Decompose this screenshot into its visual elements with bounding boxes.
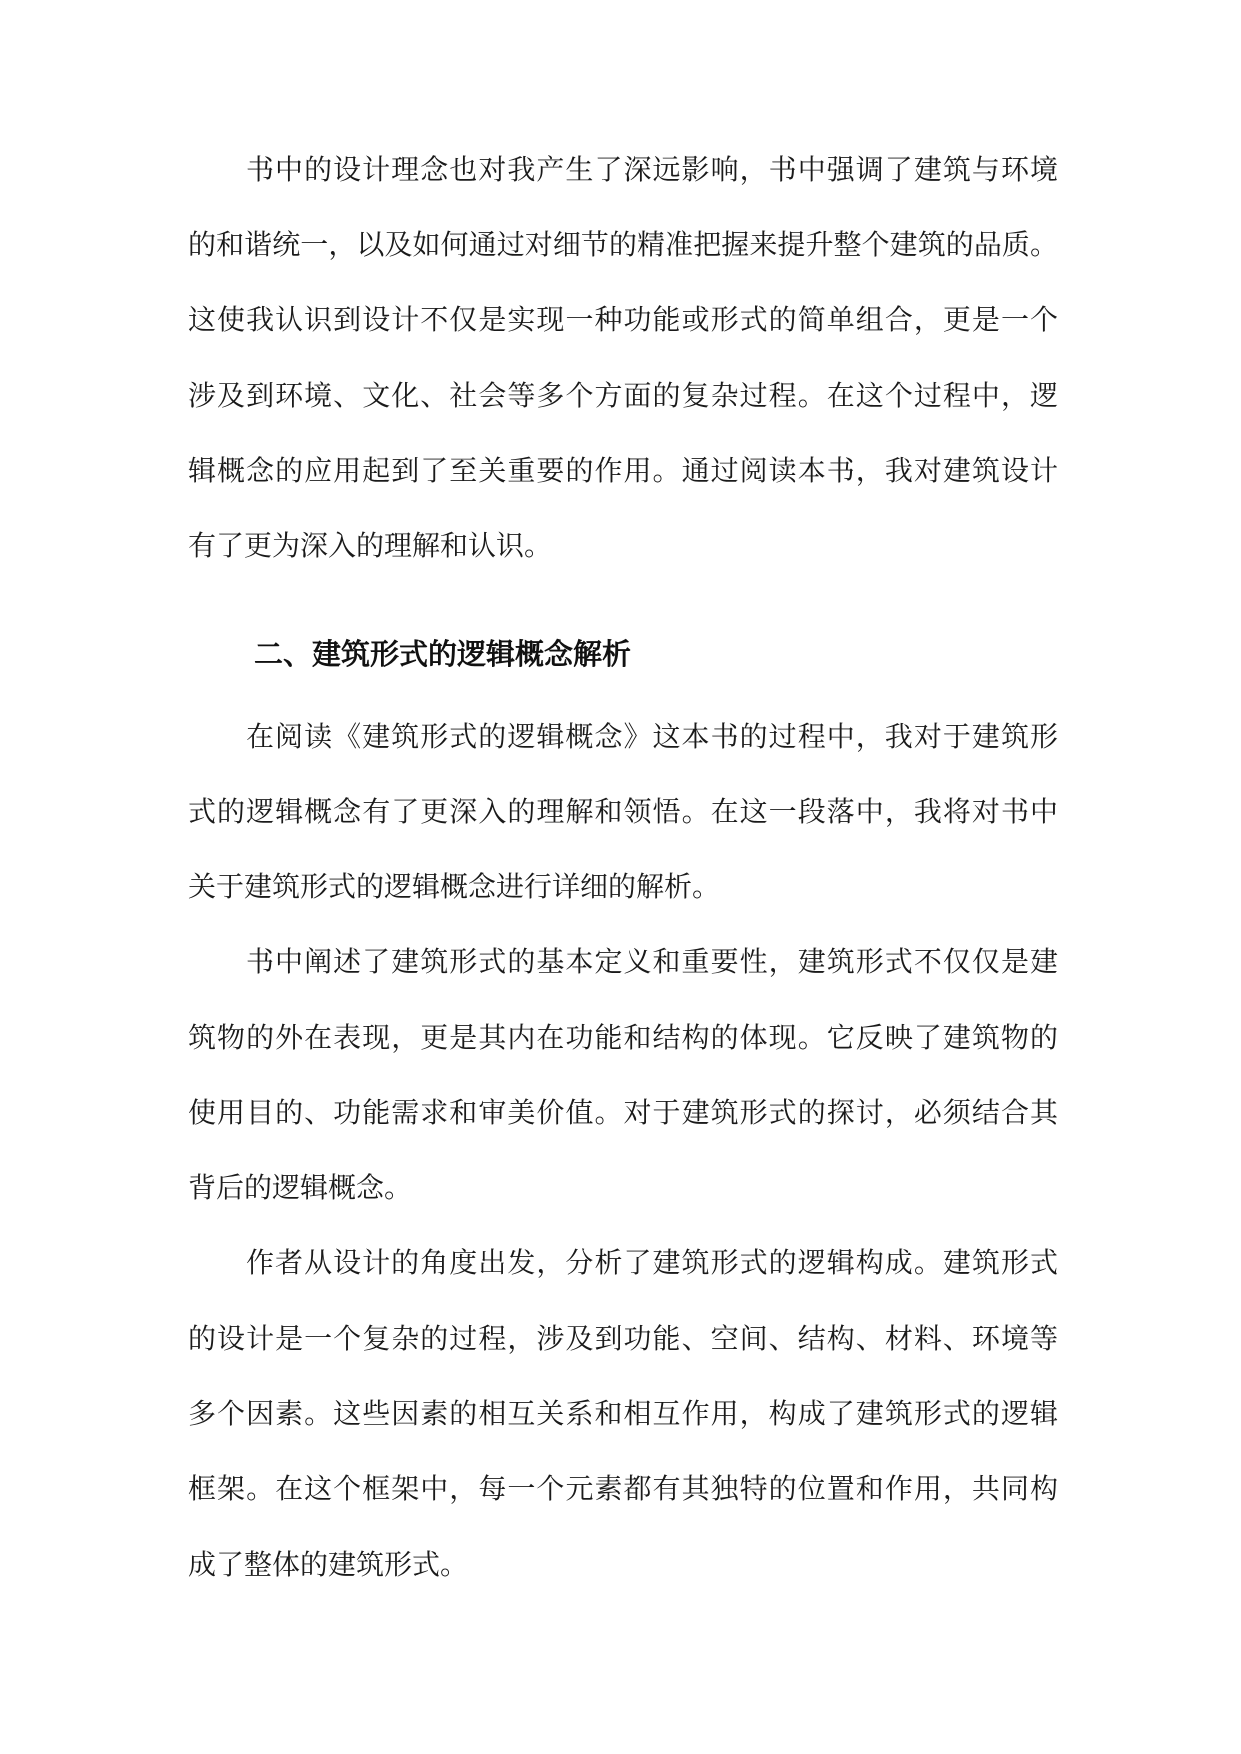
paragraph-1-line-1: 书中的设计理念也对我产生了深远影响，书中强调了建筑与环境 [246,153,1058,186]
paragraph-3-line-3: 使用目的、功能需求和审美价值。对于建筑形式的探讨，必须结合其 [188,1096,1058,1129]
paragraph-3-line-4: 背后的逻辑概念。 [188,1171,413,1204]
paragraph-4-line-1: 作者从设计的角度出发，分析了建筑形式的逻辑构成。建筑形式 [246,1246,1058,1279]
section-heading: 二、建筑形式的逻辑概念解析 [254,637,632,671]
paragraph-4-line-5: 成了整体的建筑形式。 [188,1548,469,1581]
paragraph-2-line-3: 关于建筑形式的逻辑概念进行详细的解析。 [188,870,721,903]
paragraph-2-line-2: 式的逻辑概念有了更深入的理解和领悟。在这一段落中，我将对书中 [188,795,1058,828]
paragraph-1-line-2: 的和谐统一，以及如何通过对细节的精准把握来提升整个建筑的品质。 [188,228,1058,261]
paragraph-1-line-5: 辑概念的应用起到了至关重要的作用。通过阅读本书，我对建筑设计 [188,454,1058,487]
paragraph-4-line-2: 的设计是一个复杂的过程，涉及到功能、空间、结构、材料、环境等 [188,1322,1058,1355]
paragraph-3-line-2: 筑物的外在表现，更是其内在功能和结构的体现。它反映了建筑物的 [188,1021,1058,1054]
paragraph-4-line-4: 框架。在这个框架中，每一个元素都有其独特的位置和作用，共同构 [188,1472,1058,1505]
paragraph-3-line-1: 书中阐述了建筑形式的基本定义和重要性，建筑形式不仅仅是建 [246,945,1058,978]
paragraph-2-line-1: 在阅读《建筑形式的逻辑概念》这本书的过程中，我对于建筑形 [246,720,1058,753]
paragraph-1-line-3: 这使我认识到设计不仅是实现一种功能或形式的简单组合，更是一个 [188,303,1058,336]
paragraph-1-line-6: 有了更为深入的理解和认识。 [188,529,553,562]
paragraph-1-line-4: 涉及到环境、文化、社会等多个方面的复杂过程。在这个过程中，逻 [188,379,1058,412]
paragraph-4-line-3: 多个因素。这些因素的相互关系和相互作用，构成了建筑形式的逻辑 [188,1397,1058,1430]
